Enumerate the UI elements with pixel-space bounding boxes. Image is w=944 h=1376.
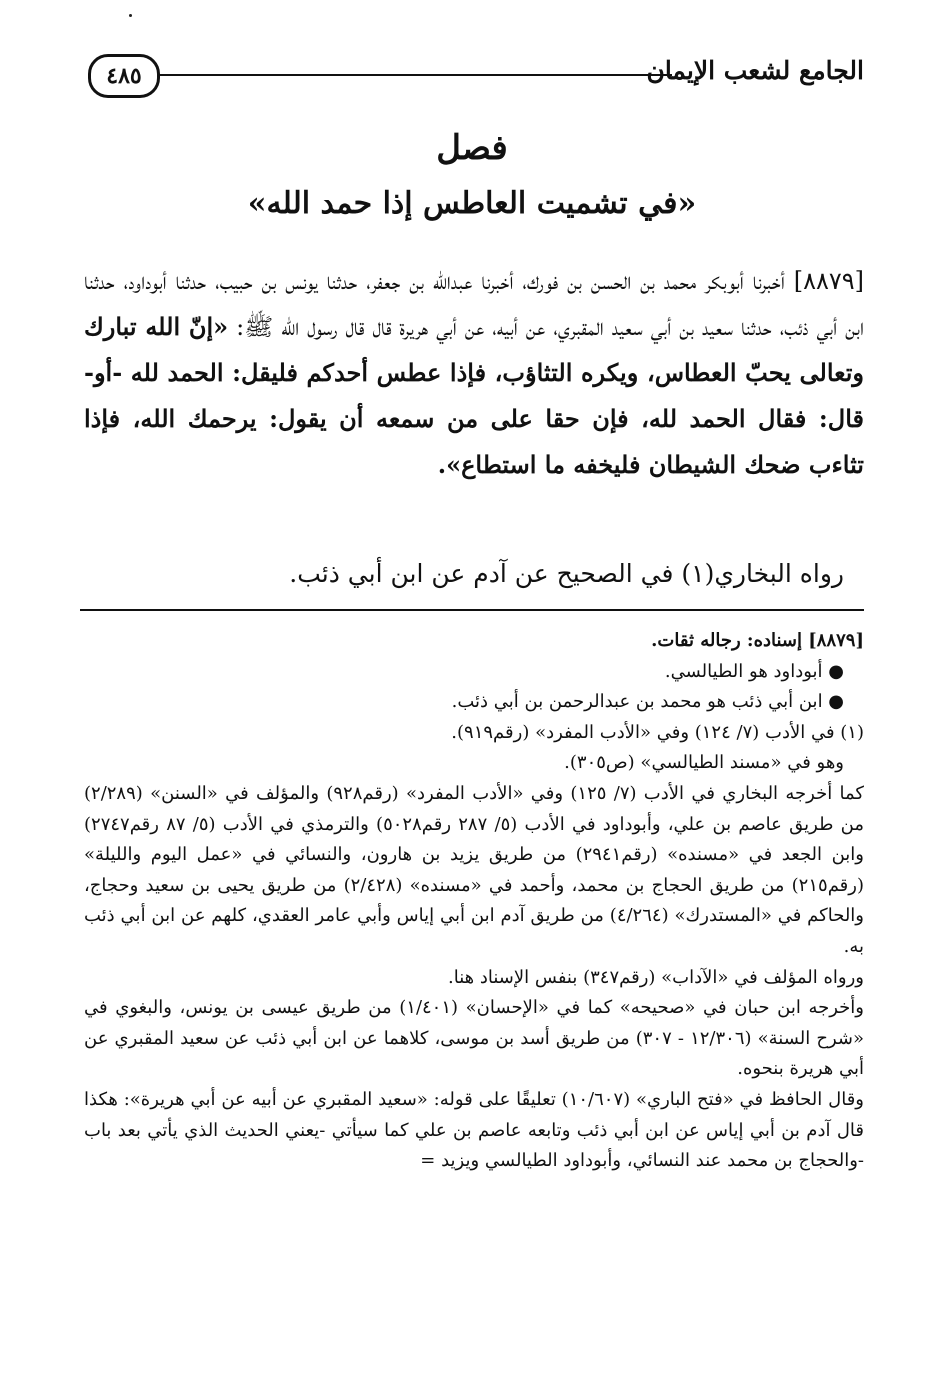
header-rule — [158, 74, 672, 76]
footnote-1: (١) في الأدب (٧/ ١٢٤) وفي «الأدب المفرد» (رقم٩١٩). — [451, 721, 864, 743]
note-bullet: ● أبوداود هو الطيالسي. — [664, 660, 844, 682]
footnote-paragraph: كما أخرجه البخاري في الأدب (٧/ ١٢٥) وفي «الأدب المفرد» (رقم٩٢٨) والمؤلف في «السنن» (٢/٢٨٩) من طريق عاصم بن علي، وأبوداود في الأدب (٥/ ٢٨٧ رقم٥٠٢٨) والترمذي في الأدب (٥/ ٨٧ رقم٢٧٤٧) وابن الجعد في «مسنده» (رقم٢٩٤١) من طريق يزيد بن هارون، والنسائي في «عمل اليوم والليلة» (رقم٢١٥) من طريق الحجاج بن محمد، وأحمد في «مسنده» (٢/٤٢٨) من طريق يحيى بن سعيد وحجاج، والحاكم في «المستدرك» (٤/٢٦٤) من طريق آدم ابن أبي إياس وأبي عامر العقدي، كلهم عن ابن أبي ذئب به. — [84, 782, 864, 957]
hadith-isnad: أخبرنا أبوبكر محمد بن الحسن بن فورك، أخبرنا عبدالله بن جعفر، حدثنا يونس بن حبيب، حدثنا أبوداود، حدثنا ابن أبي ذئب، حدثنا سعيد بن أبي سعيد المقبري، عن أبيه، عن أبي هريرة قال قال رسول الله ﷺ: — [84, 267, 864, 341]
isnad-note: [٨٨٧٩] إسناده: رجاله ثقات. — [651, 630, 864, 651]
page-number: ٤٨٥ — [88, 54, 160, 98]
hadith-source: رواه البخاري(١) في الصحيح عن آدم عن ابن أبي ذئب. — [289, 559, 844, 588]
footnote-paragraph: وقال الحافظ في «فتح الباري» (١٠/٦٠٧) تعليقًا على قوله: «سعيد المقبري عن أبيه عن أبي هريرة»: هكذا قال آدم بن أبي إياس عن ابن أبي ذئب وتابعه عاصم بن علي كما سيأتي -يعني الحديث الذي يأتي بعد باب -والحجاج بن محمد عند النسائي، وأبوداود الطيالسي ويزيد = — [84, 1088, 864, 1172]
footnote-separator — [80, 609, 864, 611]
hadith-text — [84, 258, 864, 488]
hadith-number: [٨٨٧٩] — [793, 267, 864, 295]
hadith-matn: «إنّ الله تبارك وتعالى يحبّ العطاس، ويكره التثاؤب، فإذا عطس أحدكم فليقل: الحمد لله -أو- قال: فقال الحمد لله، فإن حقا على من سمعه أن يقول: يرحمك الله، فإذا تثاءب ضحك الشيطان فليخفه ما استطاع». — [84, 312, 864, 479]
scan-speck — [129, 14, 132, 17]
footnote-paragraph: ورواه المؤلف في «الآداب» (رقم٣٤٧) بنفس الإسناد هنا. — [448, 966, 864, 988]
footnote-line: وهو في «مسند الطيالسي» (ص٣٠٥). — [564, 752, 844, 774]
footnote-paragraph: وأخرجه ابن حبان في «صحيحه» كما في «الإحسان» (١/٤٠١) من طريق عيسى بن يونس، والبغوي في «شرح السنة» (١٢/٣٠٦ - ٣٠٧) من طريق أسد بن موسى، كلاهما عن ابن أبي ذئب عن سعيد المقبري عن أبي هريرة بنحوه. — [84, 997, 865, 1080]
note-bullet: ● ابن أبي ذئب هو محمد بن عبدالرحمن بن أبي ذئب. — [451, 691, 844, 713]
book-title: الجامع لشعب الإيمان — [646, 56, 864, 85]
section-subtitle: «في تشميت العاطس إذا حمد الله» — [247, 186, 697, 221]
footnotes — [84, 626, 864, 1177]
section-title: فصل — [436, 128, 508, 168]
running-header — [88, 52, 864, 98]
